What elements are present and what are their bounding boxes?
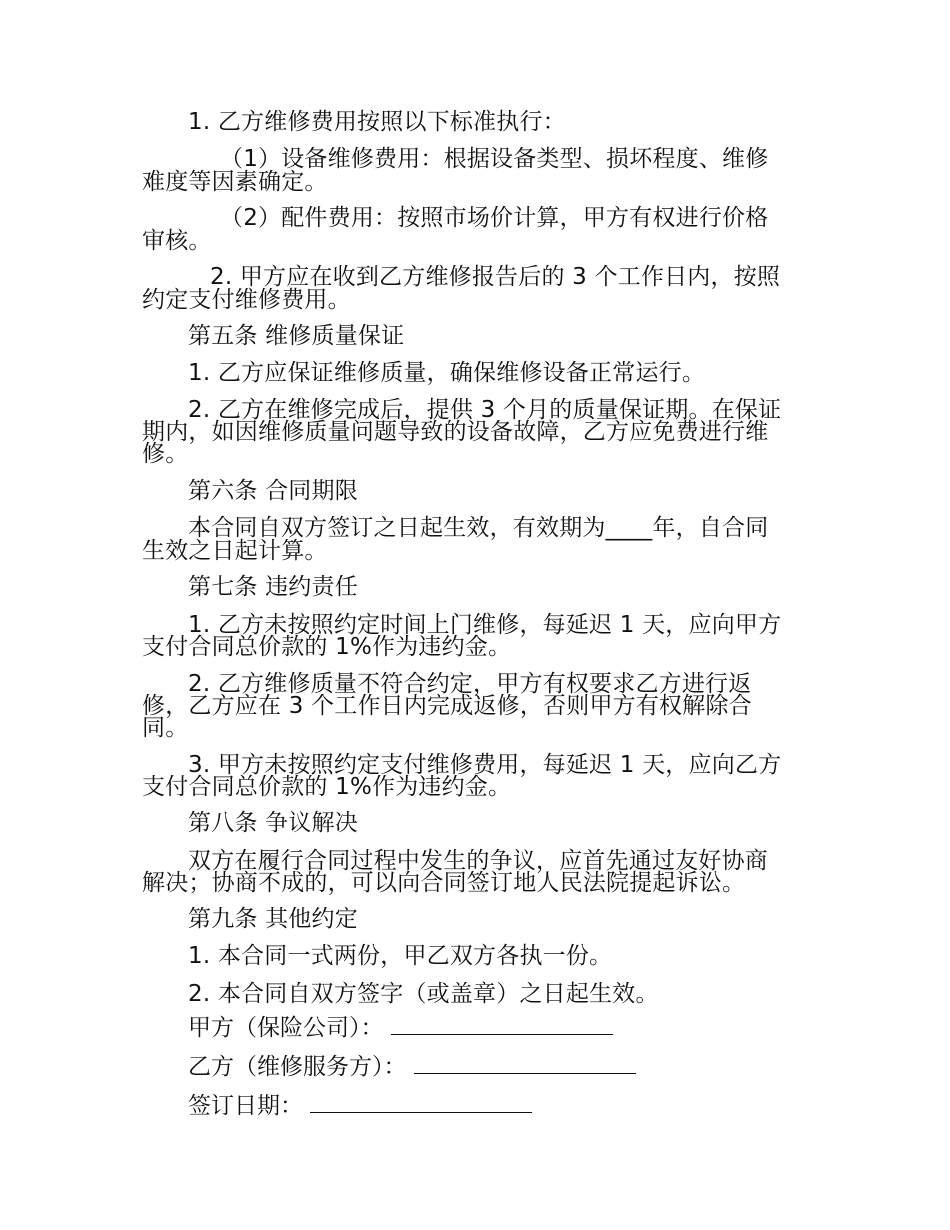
signature-date bbox=[188, 1092, 532, 1120]
text-line: 2. 乙方在维修完成后，提供 3 个月的质量保证期。在保证 bbox=[188, 397, 782, 423]
text-line: 修。 bbox=[142, 441, 189, 467]
section-heading: 第七条 违约责任 bbox=[188, 574, 358, 600]
section-heading: 第九条 其他约定 bbox=[188, 906, 358, 932]
text-line: 同。 bbox=[142, 715, 189, 741]
section-heading: 第八条 争议解决 bbox=[188, 810, 358, 836]
text-line: 双方在履行合同过程中发生的争议，应首先通过友好协商 bbox=[188, 848, 768, 874]
signature-party-b bbox=[188, 1053, 636, 1081]
text-line: 期内，如因维修质量问题导致的设备故障，乙方应免费进行维 bbox=[142, 419, 769, 445]
text-line: 本合同自双方签订之日起生效，有效期为____年，自合同 bbox=[188, 515, 769, 541]
text-line: 1. 乙方维修费用按照以下标准执行： bbox=[188, 109, 566, 135]
signature-party-a-label: 甲方（保险公司）： bbox=[188, 1015, 384, 1041]
signature-date-blank[interactable] bbox=[310, 1092, 532, 1113]
text-line: 解决；协商不成的，可以向合同签订地人民法院提起诉讼。 bbox=[142, 870, 746, 896]
text-line: 3. 甲方未按照约定支付维修费用，每延迟 1 天，应向乙方 bbox=[188, 752, 782, 778]
text-line: 审核。 bbox=[142, 228, 212, 254]
signature-party-a-blank[interactable] bbox=[391, 1014, 613, 1035]
text-line: 1. 乙方应保证维修质量，确保维修设备正常运行。 bbox=[188, 360, 706, 386]
text-line: 生效之日起计算。 bbox=[142, 538, 328, 564]
text-line: 难度等因素确定。 bbox=[142, 169, 328, 195]
signature-date-label: 签订日期： bbox=[188, 1093, 303, 1119]
signature-party-a bbox=[188, 1014, 613, 1042]
text-line: 2. 乙方维修质量不符合约定，甲方有权要求乙方进行返 bbox=[188, 671, 752, 697]
signature-party-b-label: 乙方（维修服务方）： bbox=[188, 1054, 407, 1080]
text-line: 2. 本合同自双方签字（或盖章）之日起生效。 bbox=[188, 981, 659, 1007]
text-line: 2. 甲方应在收到乙方维修报告后的 3 个工作日内，按照 bbox=[210, 264, 781, 290]
signature-party-b-blank[interactable] bbox=[414, 1053, 636, 1074]
text-line: 修，乙方应在 3 个工作日内完成返修，否则甲方有权解除合 bbox=[142, 693, 752, 719]
text-line: 支付合同总价款的 1%作为违约金。 bbox=[142, 634, 512, 660]
text-line: （2）配件费用：按照市场价计算，甲方有权进行价格 bbox=[220, 205, 769, 231]
text-line: 1. 本合同一式两份，甲乙双方各执一份。 bbox=[188, 943, 613, 969]
section-heading: 第六条 合同期限 bbox=[188, 478, 358, 504]
section-heading: 第五条 维修质量保证 bbox=[188, 323, 405, 349]
text-line: 支付合同总价款的 1%作为违约金。 bbox=[142, 774, 512, 800]
text-line: 约定支付维修费用。 bbox=[142, 287, 351, 313]
text-line: （1）设备维修费用：根据设备类型、损坏程度、维修 bbox=[220, 146, 769, 172]
text-line: 1. 乙方未按照约定时间上门维修，每延迟 1 天，应向甲方 bbox=[188, 612, 782, 638]
